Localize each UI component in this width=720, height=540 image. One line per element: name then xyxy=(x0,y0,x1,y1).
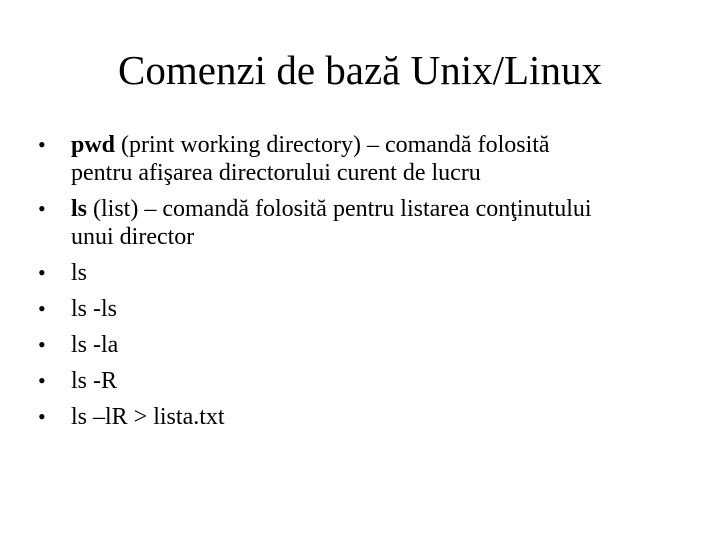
list-item xyxy=(38,295,698,323)
bullet-list xyxy=(38,131,698,439)
list-item xyxy=(38,259,698,287)
bullet-icon: • xyxy=(38,332,46,357)
command-description: (list) – comandă folosită pentru listarea conţinutului xyxy=(87,196,592,222)
list-item-pwd xyxy=(38,131,698,187)
bullet-icon: • xyxy=(38,260,46,285)
bullet-icon: • xyxy=(38,196,46,221)
command-example: ls -R xyxy=(71,368,118,394)
command-name: ls xyxy=(71,196,88,222)
command-example: ls -ls xyxy=(71,296,118,322)
list-item xyxy=(38,331,698,359)
command-example: ls xyxy=(71,260,88,286)
bullet-icon: • xyxy=(38,404,46,429)
command-name: pwd xyxy=(71,132,116,158)
list-item-line xyxy=(71,195,698,223)
command-description: (print working directory) – comandă folosită xyxy=(115,132,550,158)
list-item xyxy=(38,367,698,395)
bullet-icon: • xyxy=(38,296,46,321)
list-item-line xyxy=(71,131,698,159)
command-description-continued: unui director xyxy=(71,224,195,250)
list-item xyxy=(38,403,698,431)
command-description-continued: pentru afişarea directorului curent de lucru xyxy=(71,160,481,186)
slide-title: Comenzi de bază Unix/Linux xyxy=(118,47,602,93)
command-example: ls –lR > lista.txt xyxy=(71,404,225,430)
command-example: ls -la xyxy=(71,332,119,358)
bullet-icon: • xyxy=(38,132,46,157)
bullet-icon: • xyxy=(38,368,46,393)
list-item-ls xyxy=(38,195,698,251)
